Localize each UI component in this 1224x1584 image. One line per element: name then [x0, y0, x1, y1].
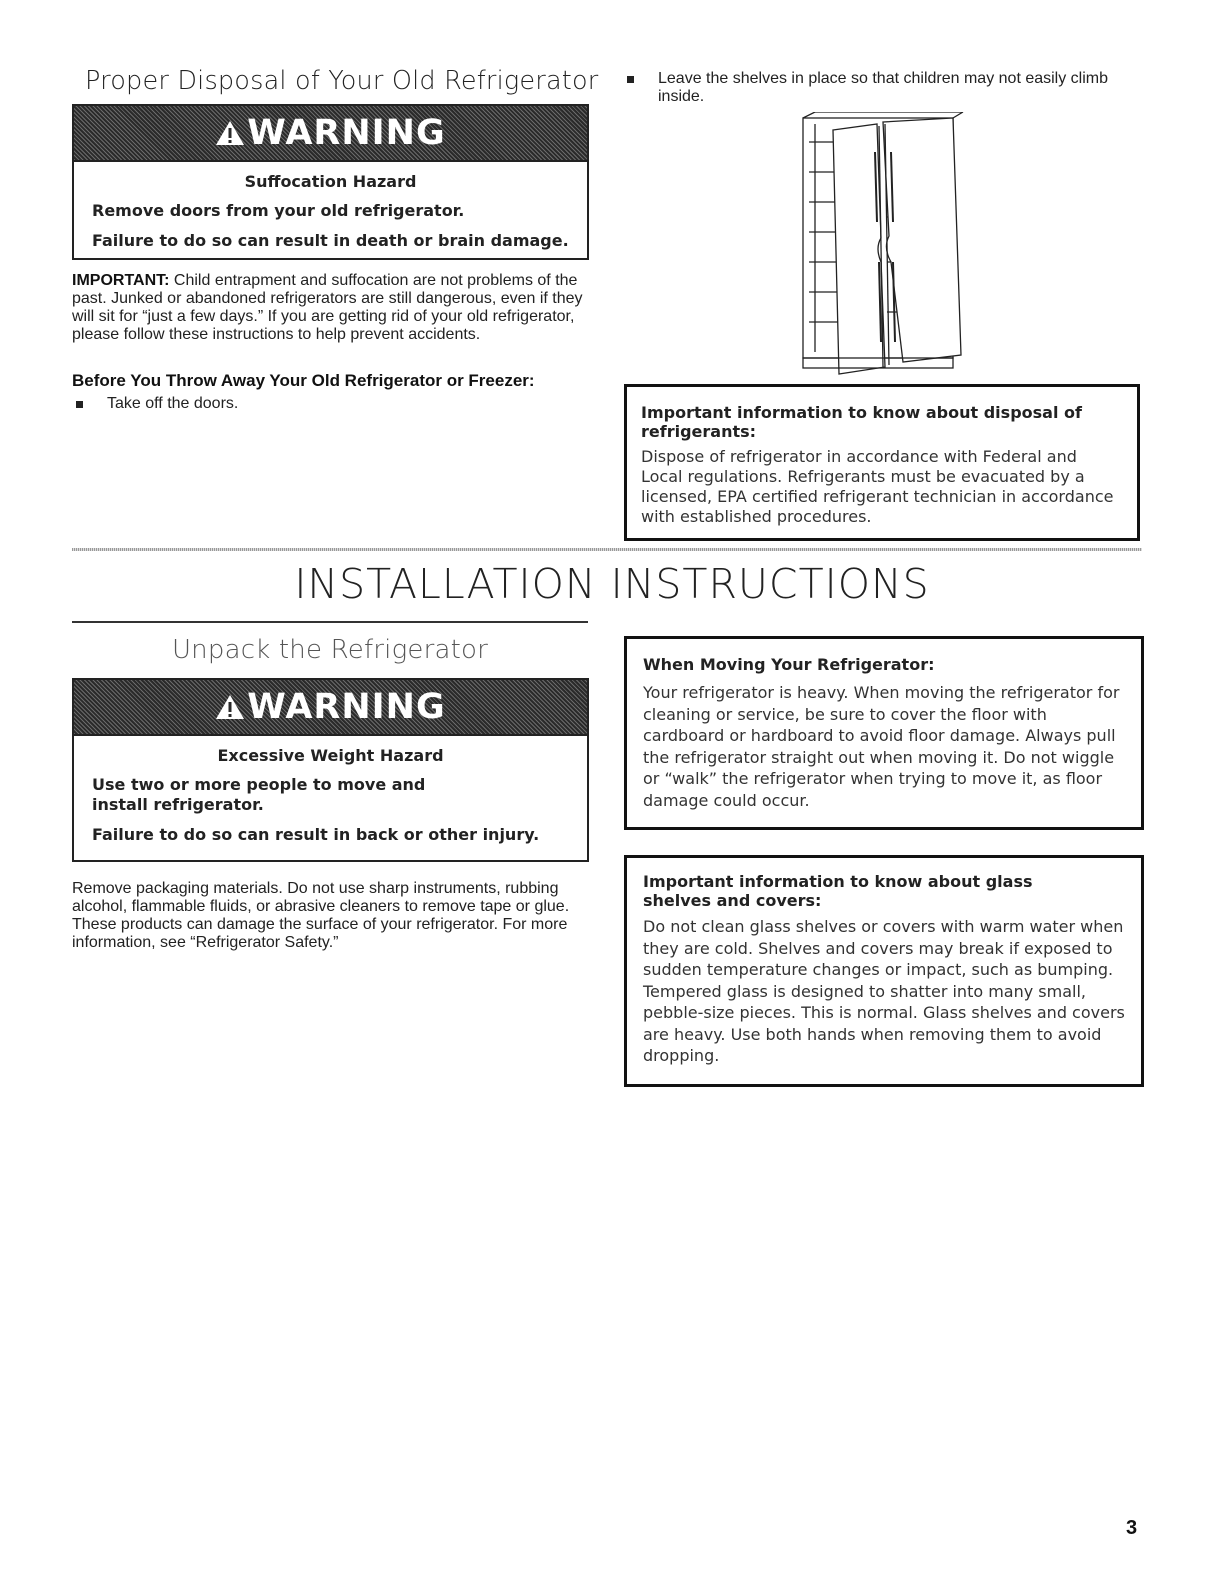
glass-body: Do not clean glass shelves or covers with warm water when they are cold. Shelves and covers may break if exposed to sudden temperature changes or impact, such as bumping. Tempered glass is designed to shatter into many small, pebble-size pieces. This is normal. Glass shelves and covers are heavy. Use both hands when removing them to avoid dropping.	[643, 917, 1125, 1065]
warning-hazard: Excessive Weight Hazard	[217, 746, 444, 765]
warning-band	[74, 680, 587, 736]
section-divider	[72, 548, 1142, 551]
disposal-title: Proper Disposal of Your Old Refrigerator	[85, 66, 599, 96]
warning-label: WARNING	[247, 113, 446, 153]
warning-label: WARNING	[247, 687, 446, 727]
warning-line: Remove doors from your old refrigerator.	[92, 201, 465, 220]
glass-heading: Important information to know about glass shelves and covers:	[643, 872, 1033, 910]
refrigerants-heading: Important information to know about disposal of refrigerants:	[641, 403, 1082, 441]
moving-info-box	[624, 636, 1144, 830]
moving-heading: When Moving Your Refrigerator:	[643, 655, 935, 674]
weight-warning-box	[72, 678, 589, 862]
warning-line: Failure to do so can result in back or other injury.	[92, 825, 540, 844]
important-label: IMPORTANT:	[72, 272, 170, 289]
list-item	[623, 70, 1123, 106]
warning-triangle-icon	[215, 120, 245, 146]
bullet-text: Leave the shelves in place so that children may not easily climb inside.	[658, 70, 1109, 105]
warning-line: Failure to do so can result in death or brain damage.	[92, 231, 569, 250]
page-title: INSTALLATION INSTRUCTIONS	[294, 560, 930, 608]
warning-band	[74, 106, 587, 162]
warning-triangle-icon	[215, 694, 245, 720]
important-paragraph	[72, 272, 587, 344]
bullet-square-icon	[627, 76, 634, 83]
remove-packaging-paragraph: Remove packaging materials. Do not use sharp instruments, rubbing alcohol, flammable fluids, or abrasive cleaners to remove tape or glue. These products can damage the surface of your refrigerator. For more information, see “Refrigerator Safety.”	[72, 880, 570, 951]
important-text: Child entrapment and suffocation are not problems of the past. Junked or abandoned refrigerators are still dangerous, even if they will sit for “just a few days.” If you are getting rid of your old refrigerator, please follow these instructions to help prevent accidents.	[72, 272, 583, 343]
refrigerants-info-box	[624, 384, 1140, 541]
suffocation-warning-box	[72, 104, 589, 260]
before-heading: Before You Throw Away Your Old Refrigerator or Freezer:	[72, 371, 535, 390]
page-number: 3	[1126, 1517, 1138, 1539]
warning-hazard: Suffocation Hazard	[244, 172, 417, 191]
unpack-title: Unpack the Refrigerator	[171, 635, 489, 665]
refrigerator-illustration	[795, 112, 975, 377]
list-item	[72, 395, 587, 413]
refrigerants-body: Dispose of refrigerator in accordance with Federal and Local regulations. Refrigerants must be evacuated by a licensed, EPA certified refrigerant technician in accordance with established procedures.	[641, 447, 1114, 526]
warning-line: Use two or more people to move and install refrigerator.	[92, 775, 426, 814]
moving-body: Your refrigerator is heavy. When moving the refrigerator for cleaning or service, be sure to cover the floor with cardboard or hardboard to avoid floor damage. Always pull the refrigerator straight out when moving it. Do not wiggle or “walk” the refrigerator when trying to move it, as floor damage could occur.	[643, 683, 1120, 810]
bullet-text: Take off the doors.	[107, 395, 239, 412]
subsection-rule	[72, 621, 588, 623]
glass-shelves-info-box	[624, 855, 1144, 1087]
bullet-square-icon	[76, 401, 83, 408]
